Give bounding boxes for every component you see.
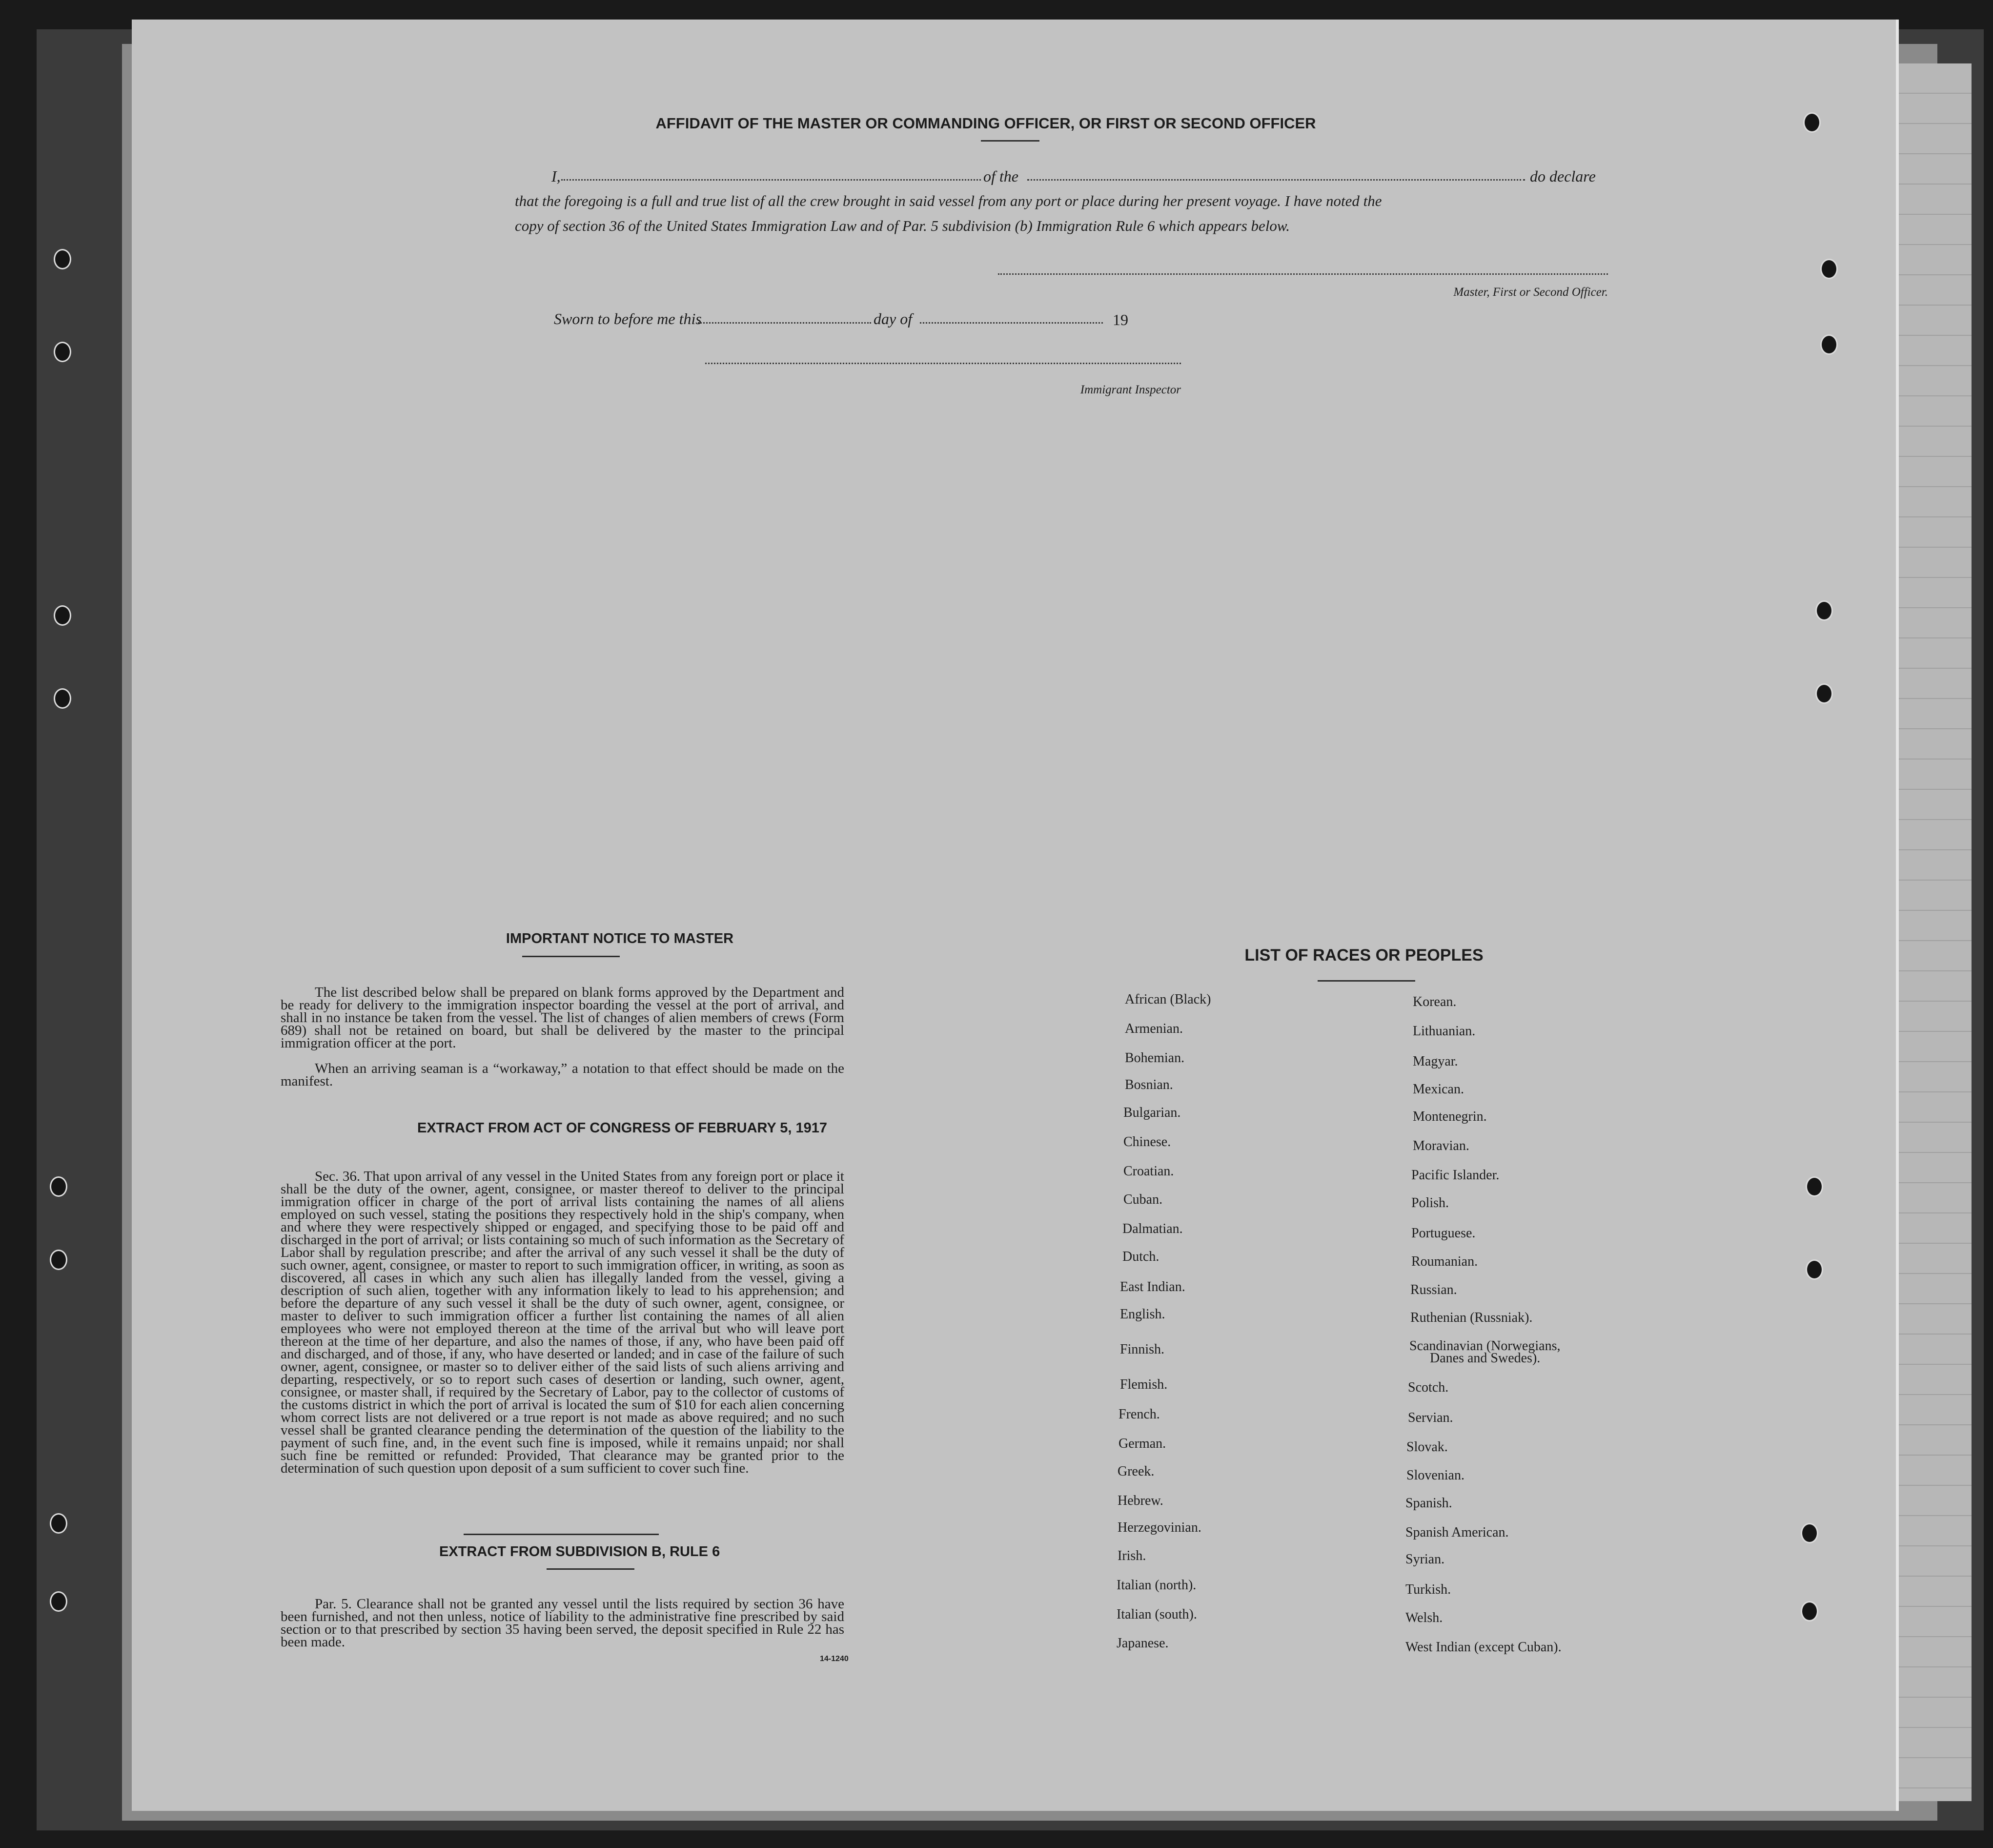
sworn-month-field[interactable] bbox=[920, 322, 1103, 324]
notice-rule bbox=[522, 956, 620, 957]
race-item: English. bbox=[1120, 1307, 1165, 1322]
race-item: Italian (south). bbox=[1117, 1607, 1197, 1622]
inspector-caption: Immigrant Inspector bbox=[1080, 383, 1181, 396]
affidavit-title: AFFIDAVIT OF THE MASTER OR COMMANDING OFFICER, OR FIRST OR SECOND OFFICER bbox=[655, 115, 1316, 132]
sworn-day-field[interactable] bbox=[698, 322, 871, 324]
notice-title: IMPORTANT NOTICE TO MASTER bbox=[506, 931, 734, 946]
race-item: Bulgarian. bbox=[1123, 1105, 1181, 1120]
punch-hole-icon bbox=[1815, 683, 1833, 704]
rule-extract-title: EXTRACT FROM SUBDIVISION B, RULE 6 bbox=[439, 1544, 720, 1560]
punch-hole-icon bbox=[1820, 334, 1838, 355]
affidavit-do-declare: do declare bbox=[1530, 167, 1596, 185]
race-item: Polish. bbox=[1411, 1195, 1449, 1211]
title-rule bbox=[981, 140, 1039, 142]
punch-hole-icon bbox=[50, 1591, 67, 1612]
race-item: Irish. bbox=[1118, 1548, 1146, 1563]
race-item: Servian. bbox=[1408, 1410, 1453, 1425]
race-item: Scotch. bbox=[1408, 1380, 1449, 1395]
race-item: Moravian. bbox=[1413, 1138, 1469, 1153]
race-item: Finnish. bbox=[1120, 1342, 1165, 1357]
race-item: Scandinavian (Norwegians, bbox=[1409, 1338, 1561, 1354]
day-of-label: day of bbox=[874, 310, 913, 328]
year-prefix: 19 bbox=[1113, 311, 1128, 329]
races-title: LIST OF RACES OR PEOPLES bbox=[1244, 946, 1484, 965]
race-item: Syrian. bbox=[1405, 1552, 1445, 1567]
name-field[interactable] bbox=[561, 179, 981, 181]
punch-hole-icon bbox=[1806, 1176, 1823, 1197]
race-item: Turkish. bbox=[1405, 1582, 1451, 1597]
race-item: Roumanian. bbox=[1411, 1254, 1478, 1269]
inspector-signature-field[interactable] bbox=[705, 363, 1181, 364]
races-rule bbox=[1318, 980, 1415, 982]
affidavit-line-3: copy of section 36 of the United States Immigration Law and of Par. 5 subdivision (b) Immigration Rule 6 which appears below. bbox=[515, 217, 1290, 234]
rule-separator bbox=[464, 1534, 659, 1535]
race-item: Italian (north). bbox=[1117, 1578, 1197, 1593]
race-item: Slovak. bbox=[1406, 1439, 1448, 1455]
race-item: Ruthenian (Russniak). bbox=[1410, 1310, 1533, 1325]
notice-paragraph-2: When an arriving seaman is a “workaway,” a notation to that effect should be made on the manifest. bbox=[281, 1061, 844, 1089]
master-signature-field[interactable] bbox=[998, 273, 1608, 275]
vessel-field[interactable] bbox=[1027, 179, 1525, 181]
race-item: Slovenian. bbox=[1406, 1468, 1464, 1483]
act-extract-title: EXTRACT FROM ACT OF CONGRESS OF FEBRUARY 5, 1917 bbox=[417, 1120, 828, 1136]
form-number: 14-1240 bbox=[820, 1655, 849, 1663]
punch-hole-icon bbox=[1801, 1601, 1818, 1622]
punch-hole-icon bbox=[54, 249, 71, 269]
race-item: French. bbox=[1119, 1407, 1160, 1422]
race-item: Bohemian. bbox=[1125, 1050, 1185, 1066]
race-item: Dutch. bbox=[1122, 1249, 1159, 1264]
race-item: Chinese. bbox=[1123, 1134, 1171, 1150]
affidavit-line-2: that the foregoing is a full and true list of all the crew brought in said vessel from any port or place during her present voyage. I have noted the bbox=[515, 192, 1382, 209]
race-item: Armenian. bbox=[1125, 1021, 1183, 1036]
race-item: Cuban. bbox=[1123, 1192, 1163, 1207]
race-item: Bosnian. bbox=[1125, 1077, 1173, 1092]
race-item: Lithuanian. bbox=[1413, 1024, 1476, 1039]
punch-hole-icon bbox=[1815, 600, 1833, 621]
race-item: Herzegovinian. bbox=[1118, 1520, 1201, 1535]
punch-hole-icon bbox=[1803, 112, 1821, 133]
signature-caption: Master, First or Second Officer. bbox=[1453, 286, 1608, 299]
race-item: Russian. bbox=[1410, 1282, 1457, 1297]
punch-hole-icon bbox=[50, 1176, 67, 1197]
manifest-page bbox=[132, 20, 1899, 1811]
race-item: Portuguese. bbox=[1411, 1226, 1476, 1241]
punch-hole-icon bbox=[54, 688, 71, 709]
punch-hole-icon bbox=[1801, 1523, 1818, 1543]
race-item: Spanish. bbox=[1405, 1496, 1452, 1511]
punch-hole-icon bbox=[54, 342, 71, 362]
race-item: Hebrew. bbox=[1118, 1493, 1163, 1508]
race-item: Magyar. bbox=[1413, 1054, 1458, 1069]
rule-extract-rule bbox=[547, 1568, 634, 1570]
sworn-label: Sworn to before me this bbox=[554, 310, 702, 328]
rule-extract-body: Par. 5. Clearance shall not be granted any vessel until the lists required by section 36 have been furnished, and not then unless, notice of liability to the administrative fine prescribed by said section or to that prescribed by section 35 having been served, the deposit specified in Rule 22 has been made. bbox=[281, 1596, 844, 1650]
race-item: Greek. bbox=[1118, 1464, 1155, 1479]
race-item: East Indian. bbox=[1120, 1279, 1185, 1294]
act-extract-body: Sec. 36. That upon arrival of any vessel in the United States from any foreign port or place it shall be the duty of the owner, agent, consignee, or master thereof to deliver to the principal immigration officer in charge of the port of arrival lists containing the names of all aliens employed on such vessel, stating the positions they respectively hold in the ship's company, when and where they were respectively shipped or engaged, and specifying those to be paid off and discharged in the port of arrival; or lists containing so much of such information as the Secretary of Labor shall by regulation prescribe; and after the arrival of any such vessel it shall be the duty of such owner, agent, consignee, or master to report to such immigration officer, in writing, as soon as discovered, all cases in which any such alien has illegally landed from the vessel, giving a description of such alien, together with any information likely to lead to his apprehension; and before the departure of any such vessel it shall be the duty of such owner, agent, consignee, or master to deliver to such immigration officer a further list containing the names of all alien employees who were not employed thereon at the time of the arrival but who will leave port thereon at the time of her departure, and also the names of those, if any, who have been paid off and discharged, and of those, if any, who have deserted or landed; and in case of the failure of such owner, agent, consignee, or master so to deliver either of the said lists of such aliens arriving and departing, respectively, or so to report such cases of desertion or landing, such owner, agent, consignee, or master shall, if required by the Secretary of Labor, pay to the collector of customs of the customs district in which the port of arrival is located the sum of $10 for each alien concerning whom correct lists are not delivered or a true report is not made as above required; and no such vessel shall be granted clearance pending the determination of the question of the liability to the payment of such fine, and, in the event such fine is imposed, while it remains unpaid; nor shall such fine be remitted or refunded: Provided, That clearance may be granted prior to the determination of such question upon deposit of a sum sufficient to cover such fine. bbox=[281, 1169, 844, 1476]
affidavit-i-label: I, bbox=[551, 167, 561, 185]
race-item: Korean. bbox=[1413, 994, 1457, 1009]
notice-paragraph-1: The list described below shall be prepared on blank forms approved by the Department and be ready for delivery to the immigration inspector boarding the vessel at the port of arrival, and shall in no instance be taken from the vessel. The list of changes of alien members of crews (Form 689) shall not be retained on board, but shall be delivered by the master to the principal immigration officer at the port. bbox=[281, 985, 844, 1051]
race-item: Japanese. bbox=[1117, 1636, 1169, 1651]
race-item: Montenegrin. bbox=[1413, 1109, 1487, 1124]
race-item: Spanish American. bbox=[1405, 1525, 1509, 1540]
punch-hole-icon bbox=[1806, 1259, 1823, 1280]
race-item: Danes and Swedes). bbox=[1430, 1351, 1541, 1366]
race-item: Flemish. bbox=[1120, 1377, 1168, 1392]
race-item: German. bbox=[1119, 1436, 1166, 1451]
race-item: West Indian (except Cuban). bbox=[1405, 1640, 1562, 1655]
punch-hole-icon bbox=[1820, 259, 1838, 279]
race-item: African (Black) bbox=[1125, 992, 1211, 1007]
race-item: Dalmatian. bbox=[1122, 1221, 1183, 1236]
punch-hole-icon bbox=[50, 1250, 67, 1270]
race-item: Welsh. bbox=[1405, 1610, 1443, 1625]
race-item: Mexican. bbox=[1413, 1082, 1464, 1097]
punch-hole-icon bbox=[50, 1513, 67, 1534]
race-item: Pacific Islander. bbox=[1411, 1168, 1500, 1183]
punch-hole-icon bbox=[54, 605, 71, 626]
affidavit-of-the-label: of the bbox=[983, 167, 1018, 185]
race-item: Croatian. bbox=[1123, 1164, 1174, 1179]
